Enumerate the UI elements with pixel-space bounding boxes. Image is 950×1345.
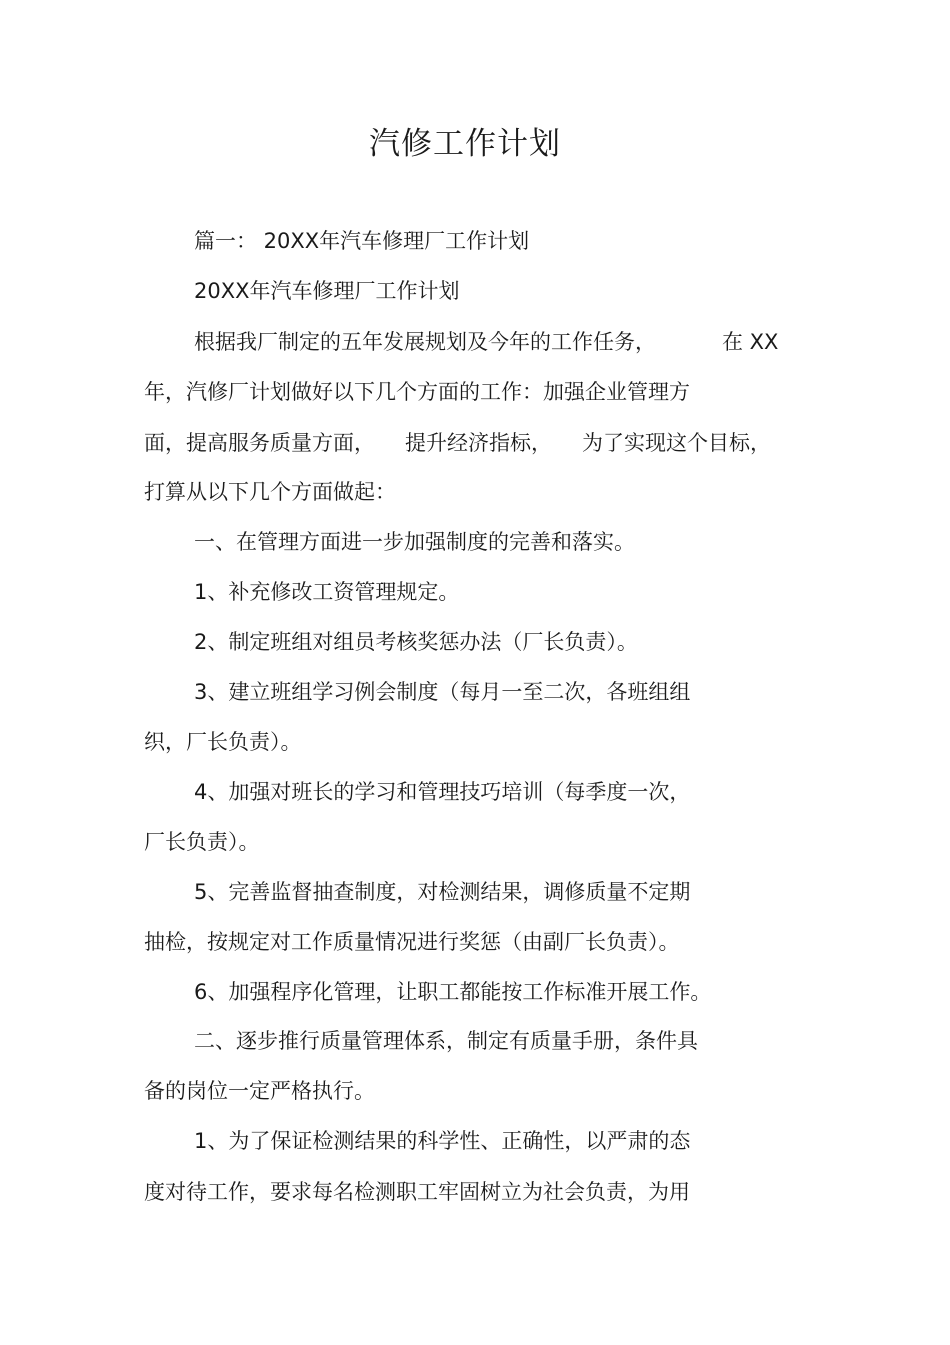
text-segment: 面，提高服务质量方面， (144, 431, 375, 455)
list-item: 2、制定班组对组员考核奖惩办法（厂长负责）。 (194, 630, 638, 654)
section-heading-continued: 备的岗位一定严格执行。 (144, 1079, 375, 1103)
list-item-continued: 抽检，按规定对工作质量情况进行奖惩（由副厂长负责）。 (144, 930, 680, 954)
text-segment: 提升经济指标， (405, 431, 552, 455)
list-item-continued: 度对待工作，要求每名检测职工牢固树立为社会负责，为用 (144, 1180, 690, 1204)
section-heading: 二、逐步推行质量管理体系，制定有质量手册，条件具 (194, 1029, 698, 1053)
list-item: 3、建立班组学习例会制度（每月一至二次，各班组组 (194, 680, 691, 704)
paragraph-line: 年，汽修厂计划做好以下几个方面的工作：加强企业管理方 (144, 380, 690, 404)
list-item: 4、加强对班长的学习和管理技巧培训（每季度一次， (194, 780, 691, 804)
list-item: 1、补充修改工资管理规定。 (194, 580, 460, 604)
paragraph-line: 打算从以下几个方面做起： (144, 480, 396, 504)
list-item-continued: 织，厂长负责）。 (144, 730, 302, 754)
list-item-continued: 厂长负责）。 (144, 830, 260, 854)
paragraph-line (144, 428, 771, 458)
paragraph-line (194, 327, 778, 357)
list-item: 1、为了保证检测结果的科学性、正确性，以严肃的态 (194, 1129, 691, 1153)
text-segment: 在 XX (722, 330, 779, 354)
section-heading: 篇一： 20XX年汽车修理厂工作计划 (194, 229, 530, 253)
subtitle: 20XX年汽车修理厂工作计划 (194, 279, 460, 303)
section-heading: 一、在管理方面进一步加强制度的完善和落实。 (194, 530, 635, 554)
text-segment: 为了实现这个目标， (582, 431, 771, 455)
list-item: 6、加强程序化管理，让职工都能按工作标准开展工作。 (194, 980, 712, 1004)
list-item: 5、完善监督抽查制度，对检测结果，调修质量不定期 (194, 880, 691, 904)
text-segment: 根据我厂制定的五年发展规划及今年的工作任务， (194, 330, 656, 354)
document-title: 汽修工作计划 (369, 126, 561, 162)
